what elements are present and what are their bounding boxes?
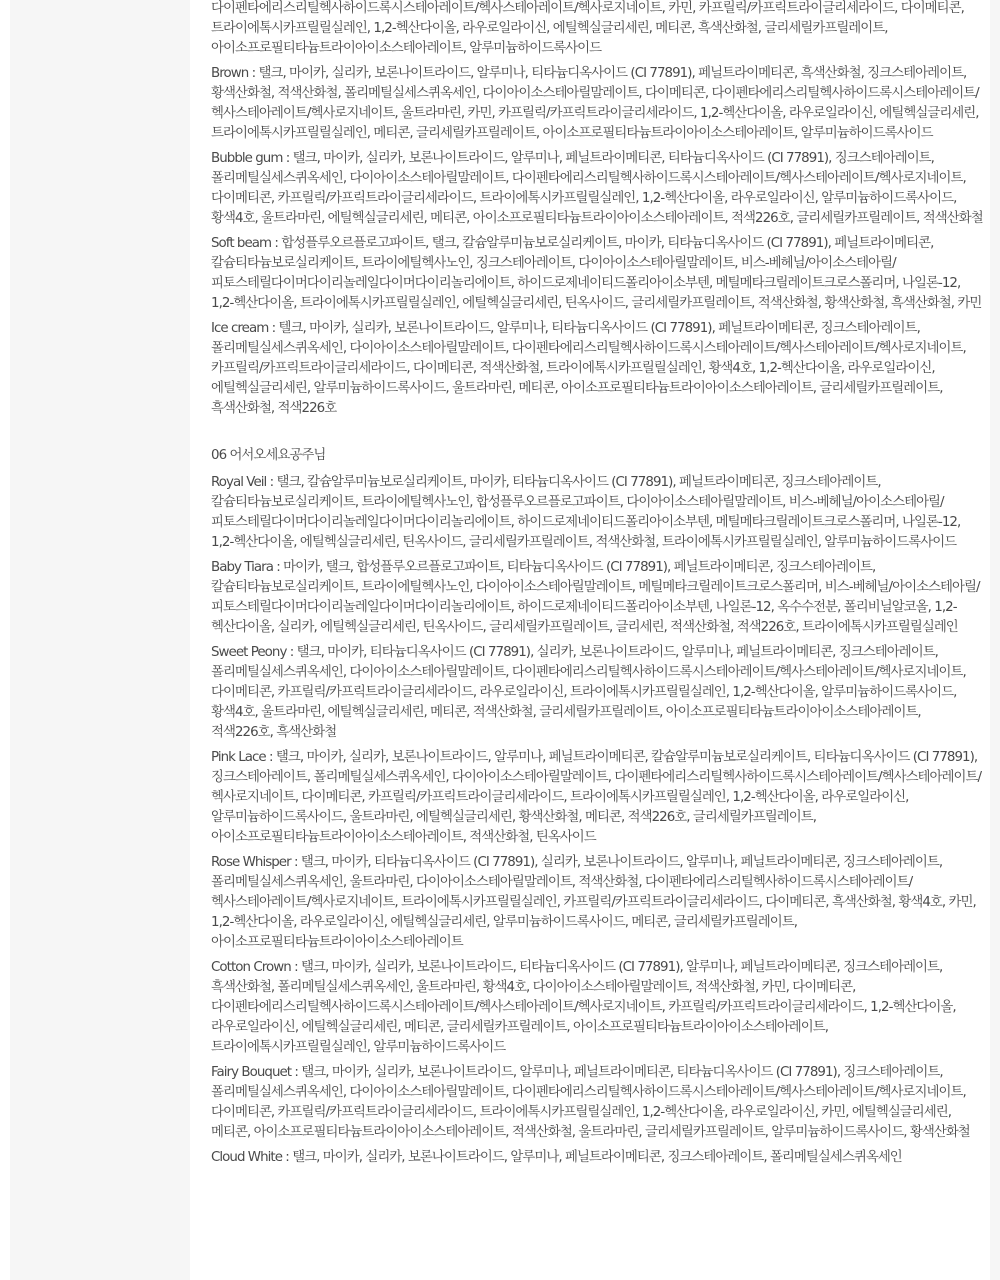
shade-list-group-1 <box>211 64 985 419</box>
shade-ingredients: 탤크, 마이카, 실리카, 보론나이트라이드, 알루미나, 페닐트라이메티콘, 칼슘알루미늄보로실리케이트, 티타늄디옥사이드 (CI 77891), 징크스테아레이트, 폴리메틸실세스퀴옥세인, 다이아이소스테아릴말레이트, 다이펜타에리스리틸헥사하이드록시스테아레이트/헥사스테아레이트/헥사로지네이트, 다이메티콘, 카프릴릭/카프릭트라이글리세라이드, 트라이에톡시카프릴릴실레인, 1,2-헥산다이올, 라우로일라이신, 알루미늄하이드록사이드, 울트라마린, 에틸헥실글리세린, 황색산화철, 메티콘, 적색226호, 글리세릴카프릴레이트, 아이소프로필티타늄트라이아이소스테아레이트, 적색산화철, 틴옥사이드 <box>211 750 982 845</box>
shade-ingredients: 탤크, 마이카, 실리카, 보론나이트라이드, 알루미나, 페닐트라이메티콘, 징크스테아레이트, 폴리메틸실세스퀴옥세인 <box>292 1150 902 1165</box>
shade-list-group-2 <box>211 473 985 1168</box>
ingredient-content <box>211 0 985 1173</box>
shade-entry: Cotton Crown : 탤크, 마이카, 실리카, 보론나이트라이드, 티타늄디옥사이드 (CI 77891), 알루미나, 페닐트라이메티콘, 징크스테아레이트, 흑색산화철, 폴리메틸실세스퀴옥세인, 울트라마린, 황색4호, 다이아이소스테아릴말레이트, 적색산화철, 카민, 다이메티콘, 다이펜타에리스리틸헥사하이드록시스테아레이트/헥사스테아레이트/헥사로지네이트, 카프릴릭/카프릭트라이글리세라이드, 1,2-헥산다이올, 라우로일라이신, 에틸헥실글리세린, 메티콘, 글리세릴카프릴레이트, 아이소프로필티타늄트라이아이소스테아레이트, 트라이에톡시카프릴릴실레인, 알루미늄하이드록사이드 <box>211 960 956 1055</box>
shade-name: Pink Lace <box>211 750 266 765</box>
shade-entry: Sweet Peony : 탤크, 마이카, 티타늄디옥사이드 (CI 77891), 실리카, 보론나이트라이드, 알루미나, 페닐트라이메티콘, 징크스테아레이트, 폴리메틸실세스퀴옥세인, 다이아이소스테아릴말레이트, 다이펜타에리스리틸헥사하이드록시스테아레이트/헥사스테아레이트/헥사로지네이트, 다이메티콘, 카프릴릭/카프릭트라이글리세라이드, 라우로일라이신, 트라이에톡시카프릴릴실레인, 1,2-헥산다이올, 알루미늄하이드록사이드, 황색4호, 울트라마린, 에틸헥실글리세린, 메티콘, 적색산화철, 글리세릴카프릴레이트, 아이소프로필티타늄트라이아이소스테아레이트, 적색226호, 흑색산화철 <box>211 645 966 740</box>
shade-name: Bubble gum <box>211 151 283 166</box>
shade-name: Rose Whisper <box>211 855 291 870</box>
shade-entry: Brown : 탤크, 마이카, 실리카, 보론나이트라이드, 알루미나, 티타늄디옥사이드 (CI 77891), 페닐트라이메티콘, 흑색산화철, 징크스테아레이트, 황색산화철, 적색산화철, 폴리메틸실세스퀴옥세인, 다이아이소스테아릴말레이트, 다이메티콘, 다이펜타에리스리틸헥사하이드록시스테아레이트/헥사스테아레이트/헥사로지네이트, 울트라마린, 카민, 카프릴릭/카프릭트라이글리세라이드, 1,2-헥산다이올, 라우로일라이신, 에틸헥실글리세린, 트라이에톡시카프릴릴실레인, 메티콘, 글리세릴카프릴레이트, 아이소프로필티타늄트라이아이소스테아레이트, 알루미늄하이드록사이드 <box>211 66 979 141</box>
shade-entry: Ice cream : 텔크, 마이카, 실리카, 보론나이트라이드, 알루미나, 티타늄디옥사이드 (CI 77891), 페닐트라이메티콘, 징크스테아레이트, 폴리메틸실세스퀴옥세인, 다이아이소스테아릴말레이트, 다이펜타에리스리틸헥사하이드록시스테아레이트/헥사스테아레이트/헥사로지네이트, 카프릴릭/카프릭트라이글리세라이드, 다이메티콘, 적색산화철, 트라이에톡시카프릴릴실레인, 황색4호, 1,2-헥산다이올, 라우로일라이신, 에틸헥실글리세린, 알루미늄하이드록사이드, 울트라마린, 메티콘, 아이소프로필티타늄트라이아이소스테아레이트, 글리세릴카프릴레이트, 흑색산화철, 적색226호 <box>211 321 966 416</box>
shade-ingredients: 탤크, 마이카, 실리카, 보론나이트라이드, 알루미나, 티타늄디옥사이드 (CI 77891), 페닐트라이메티콘, 흑색산화철, 징크스테아레이트, 황색산화철, 적색산화철, 폴리메틸실세스퀴옥세인, 다이아이소스테아릴말레이트, 다이메티콘, 다이펜타에리스리틸헥사하이드록시스테아레이트/헥사스테아레이트/헥사로지네이트, 울트라마린, 카민, 카프릴릭/카프릭트라이글리세라이드, 1,2-헥산다이올, 라우로일라이신, 에틸헥실글리세린, 트라이에톡시카프릴릴실레인, 메티콘, 글리세릴카프릴레이트, 아이소프로필티타늄트라이아이소스테아레이트, 알루미늄하이드록사이드 <box>211 66 979 141</box>
shade-ingredients: 탤크, 마이카, 실리카, 보론나이트라이드, 알루미나, 페닐트라이메티콘, 티타늄디옥사이드 (CI 77891), 징크스테아레이트, 폴리메틸실세스퀴옥세인, 다이아이소스테아릴말레이트, 다이펜타에리스리틸헥사하이드록시스테아레이트/헥사스테아레이트/헥사로지네이트, 다이메티콘, 카프릴릭/카프릭트라이글리세라이드, 트라이에톡시카프릴릴실레인, 1,2-헥산다이올, 라우로일라이신, 카민, 에틸헥실글리세린, 메티콘, 아이소프로필티타늄트라이아이소스테아레이트, 적색산화철, 울트라마린, 글리세릴카프릴레이트, 알루미늄하이드록사이드, 황색산화철 <box>211 1065 970 1140</box>
shade-ingredients: 탤크, 마이카, 실리카, 보론나이트라이드, 티타늄디옥사이드 (CI 77891), 알루미나, 페닐트라이메티콘, 징크스테아레이트, 흑색산화철, 폴리메틸실세스퀴옥세인, 울트라마린, 황색4호, 다이아이소스테아릴말레이트, 적색산화철, 카민, 다이메티콘, 다이펜타에리스리틸헥사하이드록시스테아레이트/헥사스테아레이트/헥사로지네이트, 카프릴릭/카프릭트라이글리세라이드, 1,2-헥산다이올, 라우로일라이신, 에틸헥실글리세린, 메티콘, 글리세릴카프릴레이트, 아이소프로필티타늄트라이아이소스테아레이트, 트라이에톡시카프릴릴실레인, 알루미늄하이드록사이드 <box>211 960 956 1055</box>
shade-ingredients: 마이카, 탤크, 합성플루오르플로고파이트, 티타늄디옥사이드 (CI 77891), 페닐트라이메티콘, 징크스테아레이트, 칼슘티타늄보로실리케이트, 트라이에틸헥사노인, 다이아이소스테아릴말레이트, 메틸메타크릴레이트크로스폴리머, 비스-베헤닐/아이소스테아릴/피토스테릴다이머다이리놀레일다이머다이리놀리에이트, 하이드로제네이티드폴리아이소부텐, 나일론-12, 옥수수전분, 폴리비닐알코올, 1,2-헥산다이올, 실리카, 에틸헥실글리세린, 틴옥사이드, 글리세릴카프릴레이트, 글리세린, 적색산화철, 적색226호, 트라이에톡시카프릴릴실레인 <box>211 560 980 635</box>
shade-name: Brown <box>211 66 249 81</box>
top-fragment: 다이펜타에리스리틸헥사하이드록시스테아레이트/헥사스테아레이트/헥사로지네이트, 카민, 카프릴릭/카프릭트라이글리세라이드, 다이메티콘, 트라이에톡시카프릴릴실레인, 1,2-헥산다이올, 라우로일라이신, 에틸헥실글리세린, 메티콘, 흑색산화철, 글리세릴카프릴레이트, 아이소프로필티타늄트라이아이소스테아레이트, 알루미늄하이드록사이드 <box>211 1 964 56</box>
shade-ingredients: 탤크, 마이카, 티타늄디옥사이드 (CI 77891), 실리카, 보론나이트라이드, 알루미나, 페닐트라이메티콘, 징크스테아레이트, 폴리메틸실세스퀴옥세인, 다이아이소스테아릴말레이트, 다이펜타에리스리틸헥사하이드록시스테아레이트/헥사스테아레이트/헥사로지네이트, 다이메티콘, 카프릴릭/카프릭트라이글리세라이드, 라우로일라이신, 트라이에톡시카프릴릴실레인, 1,2-헥산다이올, 알루미늄하이드록사이드, 황색4호, 울트라마린, 에틸헥실글리세린, 메티콘, 적색산화철, 글리세릴카프릴레이트, 아이소프로필티타늄트라이아이소스테아레이트, 적색226호, 흑색산화철 <box>211 645 966 740</box>
shade-entry: Bubble gum : 탤크, 마이카, 실리카, 보론나이트라이드, 알루미나, 페닐트라이메티콘, 티타늄디옥사이드 (CI 77891), 징크스테아레이트, 폴리메틸실세스퀴옥세인, 다이아이소스테아릴말레이트, 다이펜타에리스리틸헥사하이드록시스테아레이트/헥사스테아레이트/헥사로지네이트, 다이메티콘, 카프릴릭/카프릭트라이글리세라이드, 트라이에톡시카프릴릴실레인, 1,2-헥산다이올, 라우로일라이신, 알루미늄하이드록사이드, 황색4호, 울트라마린, 에틸헥실글리세린, 메티콘, 아이소프로필티타늄트라이아이소스테아레이트, 적색226호, 글리세릴카프릴레이트, 적색산화철 <box>211 151 983 226</box>
shade-name: Baby Tiara <box>211 560 273 575</box>
shade-entry: Pink Lace : 탤크, 마이카, 실리카, 보론나이트라이드, 알루미나, 페닐트라이메티콘, 칼슘알루미늄보로실리케이트, 티타늄디옥사이드 (CI 77891), 징크스테아레이트, 폴리메틸실세스퀴옥세인, 다이아이소스테아릴말레이트, 다이펜타에리스리틸헥사하이드록시스테아레이트/헥사스테아레이트/헥사로지네이트, 다이메티콘, 카프릴릭/카프릭트라이글리세라이드, 트라이에톡시카프릴릴실레인, 1,2-헥산다이올, 라우로일라이신, 알루미늄하이드록사이드, 울트라마린, 에틸헥실글리세린, 황색산화철, 메티콘, 적색226호, 글리세릴카프릴레이트, 아이소프로필티타늄트라이아이소스테아레이트, 적색산화철, 틴옥사이드 <box>211 750 982 845</box>
shade-ingredients: 탤크, 마이카, 티타늄디옥사이드 (CI 77891), 실리카, 보론나이트라이드, 알루미나, 페닐트라이메티콘, 징크스테아레이트, 폴리메틸실세스퀴옥세인, 울트라마린, 다이아이소스테아릴말레이트, 적색산화철, 다이펜타에리스리틸헥사하이드록시스테아레이트/헥사스테아레이트/헥사로지네이트, 트라이에톡시카프릴릴실레인, 카프릴릭/카프릭트라이글리세라이드, 다이메티콘, 흑색산화철, 황색4호, 카민, 1,2-헥산다이올, 라우로일라이신, 에틸헥실글리세린, 알루미늄하이드록사이드, 메티콘, 글리세릴카프릴레이트, 아이소프로필티타늄트라이아이소스테아레이트 <box>211 855 976 950</box>
shade-name: Cotton Crown <box>211 960 291 975</box>
shade-entry: Soft beam : 합성플루오르플로고파이트, 탤크, 칼슘알루미늄보로실리케이트, 마이카, 티타늄디옥사이드 (CI 77891), 페닐트라이메티콘, 칼슘티타늄보로실리케이트, 트라이에틸헥사노인, 징크스테아레이트, 다이아이소스테아릴말레이트, 비스-베헤닐/아이소스테아릴/피토스테릴다이머다이리놀레일다이머다이리놀리에이트, 하이드로제네이티드폴리아이소부텐, 메틸메타크릴레이트크로스폴리머, 나일론-12, 1,2-헥산다이올, 트라이에톡시카프릴릴실레인, 에틸헥실글리세린, 틴옥사이드, 글리세릴카프릴레이트, 적색산화철, 황색산화철, 흑색산화철, 카민 <box>211 236 982 311</box>
shade-name: Soft beam <box>211 236 272 251</box>
shade-ingredients: 탤크, 칼슘알루미늄보로실리케이트, 마이카, 티타늄디옥사이드 (CI 77891), 페닐트라이메티콘, 징크스테아레이트, 칼슘티타늄보로실리케이트, 트라이에틸헥사노인, 합성플루오르플로고파이트, 다이아이소스테아릴말레이트, 비스-베헤닐/아이소스테아릴/피토스테릴다이머다이리놀레일다이머다이리놀리에이트, 하이드로제네이티드폴리아이소부텐, 메틸메타크릴레이트크로스폴리머, 나일론-12, 1,2-헥산다이올, 에틸헥실글리세린, 틴옥사이드, 글리세릴카프릴레이트, 적색산화철, 트라이에톡시카프릴릴실레인, 알루미늄하이드록사이드 <box>211 475 961 550</box>
shade-entry: Royal Veil : 탤크, 칼슘알루미늄보로실리케이트, 마이카, 티타늄디옥사이드 (CI 77891), 페닐트라이메티콘, 징크스테아레이트, 칼슘티타늄보로실리케이트, 트라이에틸헥사노인, 합성플루오르플로고파이트, 다이아이소스테아릴말레이트, 비스-베헤닐/아이소스테아릴/피토스테릴다이머다이리놀레일다이머다이리놀리에이트, 하이드로제네이티드폴리아이소부텐, 메틸메타크릴레이트크로스폴리머, 나일론-12, 1,2-헥산다이올, 에틸헥실글리세린, 틴옥사이드, 글리세릴카프릴레이트, 적색산화철, 트라이에톡시카프릴릴실레인, 알루미늄하이드록사이드 <box>211 475 961 550</box>
shade-name: Sweet Peony <box>211 645 287 660</box>
shade-name: Cloud White <box>211 1150 282 1165</box>
shade-entry: Baby Tiara : 마이카, 탤크, 합성플루오르플로고파이트, 티타늄디옥사이드 (CI 77891), 페닐트라이메티콘, 징크스테아레이트, 칼슘티타늄보로실리케이트, 트라이에틸헥사노인, 다이아이소스테아릴말레이트, 메틸메타크릴레이트크로스폴리머, 비스-베헤닐/아이소스테아릴/피토스테릴다이머다이리놀레일다이머다이리놀리에이트, 하이드로제네이티드폴리아이소부텐, 나일론-12, 옥수수전분, 폴리비닐알코올, 1,2-헥산다이올, 실리카, 에틸헥실글리세린, 틴옥사이드, 글리세릴카프릴레이트, 글리세린, 적색산화철, 적색226호, 트라이에톡시카프릴릴실레인 <box>211 560 980 635</box>
shade-name: Fairy Bouquet <box>211 1065 292 1080</box>
right-gutter <box>990 0 1000 1280</box>
shade-ingredients: 합성플루오르플로고파이트, 탤크, 칼슘알루미늄보로실리케이트, 마이카, 티타늄디옥사이드 (CI 77891), 페닐트라이메티콘, 칼슘티타늄보로실리케이트, 트라이에틸헥사노인, 징크스테아레이트, 다이아이소스테아릴말레이트, 비스-베헤닐/아이소스테아릴/피토스테릴다이머다이리놀레일다이머다이리놀리에이트, 하이드로제네이티드폴리아이소부텐, 메틸메타크릴레이트크로스폴리머, 나일론-12, 1,2-헥산다이올, 트라이에톡시카프릴릴실레인, 에틸헥실글리세린, 틴옥사이드, 글리세릴카프릴레이트, 적색산화철, 황색산화철, 흑색산화철, 카민 <box>211 236 982 311</box>
shade-name: Ice cream <box>211 321 269 336</box>
shade-ingredients: 탤크, 마이카, 실리카, 보론나이트라이드, 알루미나, 페닐트라이메티콘, 티타늄디옥사이드 (CI 77891), 징크스테아레이트, 폴리메틸실세스퀴옥세인, 다이아이소스테아릴말레이트, 다이펜타에리스리틸헥사하이드록시스테아레이트/헥사스테아레이트/헥사로지네이트, 다이메티콘, 카프릴릭/카프릭트라이글리세라이드, 트라이에톡시카프릴릴실레인, 1,2-헥산다이올, 라우로일라이신, 알루미늄하이드록사이드, 황색4호, 울트라마린, 에틸헥실글리세린, 메티콘, 아이소프로필티타늄트라이아이소스테아레이트, 적색226호, 글리세릴카프릴레이트, 적색산화철 <box>211 151 983 226</box>
shade-ingredients: 텔크, 마이카, 실리카, 보론나이트라이드, 알루미나, 티타늄디옥사이드 (CI 77891), 페닐트라이메티콘, 징크스테아레이트, 폴리메틸실세스퀴옥세인, 다이아이소스테아릴말레이트, 다이펜타에리스리틸헥사하이드록시스테아레이트/헥사스테아레이트/헥사로지네이트, 카프릴릭/카프릭트라이글리세라이드, 다이메티콘, 적색산화철, 트라이에톡시카프릴릴실레인, 황색4호, 1,2-헥산다이올, 라우로일라이신, 에틸헥실글리세린, 알루미늄하이드록사이드, 울트라마린, 메티콘, 아이소프로필티타늄트라이아이소스테아레이트, 글리세릴카프릴레이트, 흑색산화철, 적색226호 <box>211 321 966 416</box>
shade-entry: Cloud White : 탤크, 마이카, 실리카, 보론나이트라이드, 알루미나, 페닐트라이메티콘, 징크스테아레이트, 폴리메틸실세스퀴옥세인 <box>211 1150 902 1165</box>
left-gutter <box>10 0 190 1280</box>
shade-name: Royal Veil <box>211 475 267 490</box>
shade-entry: Fairy Bouquet : 탤크, 마이카, 실리카, 보론나이트라이드, 알루미나, 페닐트라이메티콘, 티타늄디옥사이드 (CI 77891), 징크스테아레이트, 폴리메틸실세스퀴옥세인, 다이아이소스테아릴말레이트, 다이펜타에리스리틸헥사하이드록시스테아레이트/헥사스테아레이트/헥사로지네이트, 다이메티콘, 카프릴릭/카프릭트라이글리세라이드, 트라이에톡시카프릴릴실레인, 1,2-헥산다이올, 라우로일라이신, 카민, 에틸헥실글리세린, 메티콘, 아이소프로필티타늄트라이아이소스테아레이트, 적색산화철, 울트라마린, 글리세릴카프릴레이트, 알루미늄하이드록사이드, 황색산화철 <box>211 1065 970 1140</box>
shade-entry: Rose Whisper : 탤크, 마이카, 티타늄디옥사이드 (CI 77891), 실리카, 보론나이트라이드, 알루미나, 페닐트라이메티콘, 징크스테아레이트, 폴리메틸실세스퀴옥세인, 울트라마린, 다이아이소스테아릴말레이트, 적색산화철, 다이펜타에리스리틸헥사하이드록시스테아레이트/헥사스테아레이트/헥사로지네이트, 트라이에톡시카프릴릴실레인, 카프릴릭/카프릭트라이글리세라이드, 다이메티콘, 흑색산화철, 황색4호, 카민, 1,2-헥산다이올, 라우로일라이신, 에틸헥실글리세린, 알루미늄하이드록사이드, 메티콘, 글리세릴카프릴레이트, 아이소프로필티타늄트라이아이소스테아레이트 <box>211 855 976 950</box>
section-heading: 06 어서오세요공주님 <box>211 448 326 463</box>
